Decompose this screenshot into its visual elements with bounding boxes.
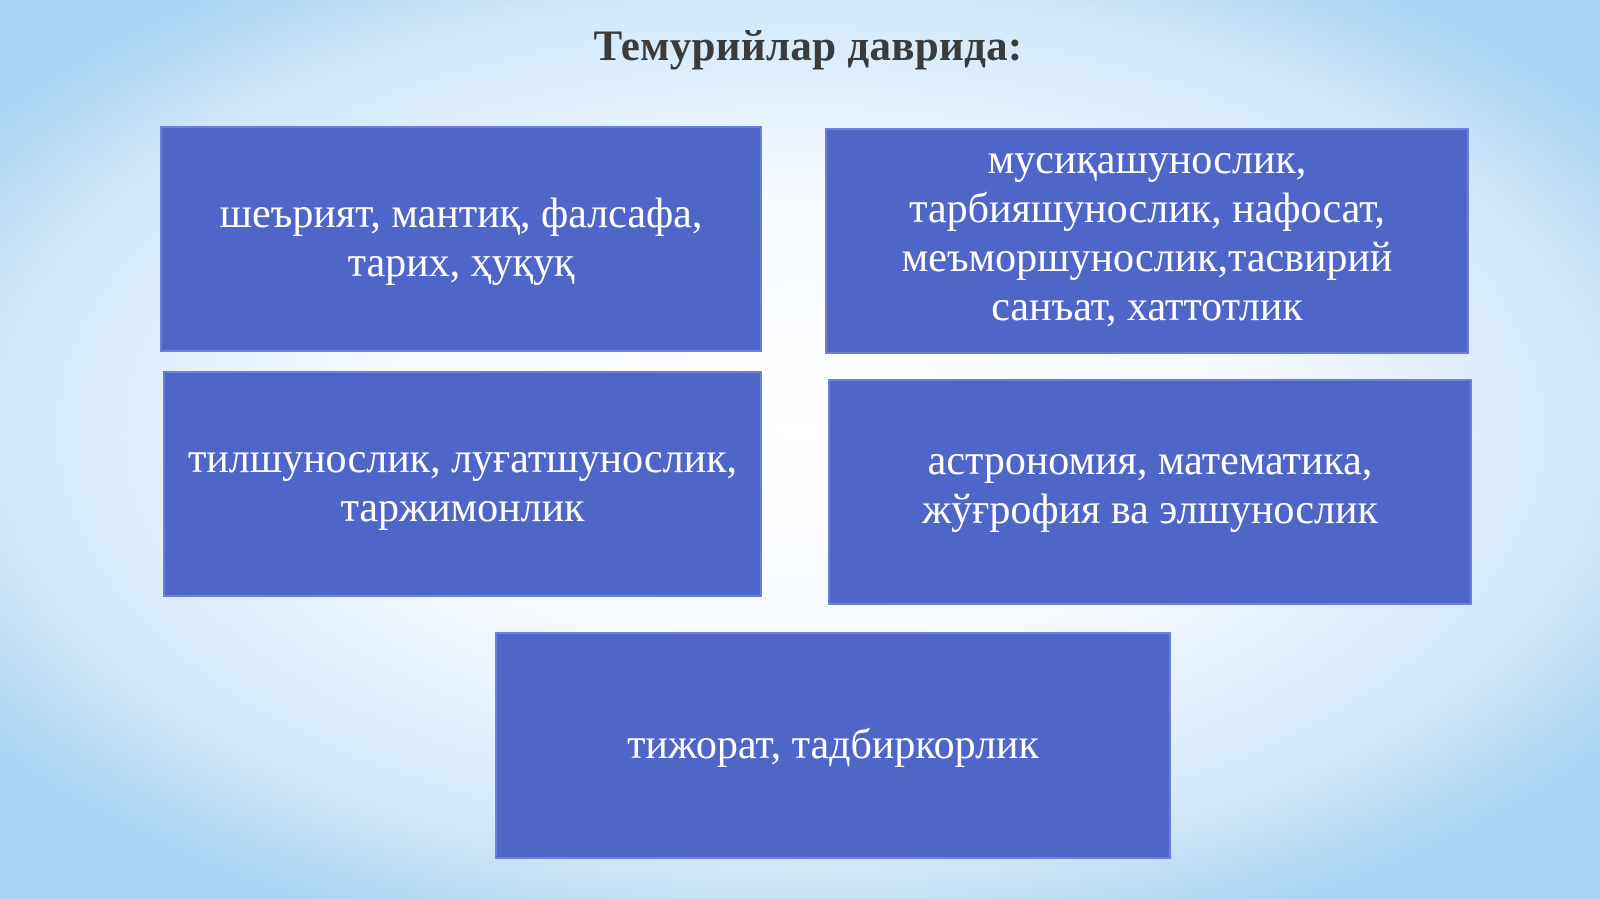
- topic-box-philosophy: [160, 126, 762, 352]
- topic-box-commerce: [495, 632, 1171, 859]
- topic-box-linguistics: [163, 371, 762, 597]
- topic-box-text: астрономия, математика, жўғрофия ва элшунослик: [922, 438, 1378, 533]
- topic-box-text: тижорат, тадбиркорлик: [627, 722, 1039, 768]
- topic-box-arts: [825, 128, 1469, 354]
- topic-box-text: шеърият, мантиқ, фалсафа, тарих, ҳуқуқ: [219, 191, 703, 286]
- slide-title: Темурийлар даврида:: [593, 23, 1023, 70]
- topic-box-sciences: [828, 379, 1472, 605]
- topic-box-text: тилшунослик, луғатшунослик, таржимонлик: [187, 436, 738, 531]
- topic-box-text: мусиқашунослик, тарбияшунослик, нафосат, меъморшунослик,тасвирий санъат, хаттотлик: [901, 137, 1393, 330]
